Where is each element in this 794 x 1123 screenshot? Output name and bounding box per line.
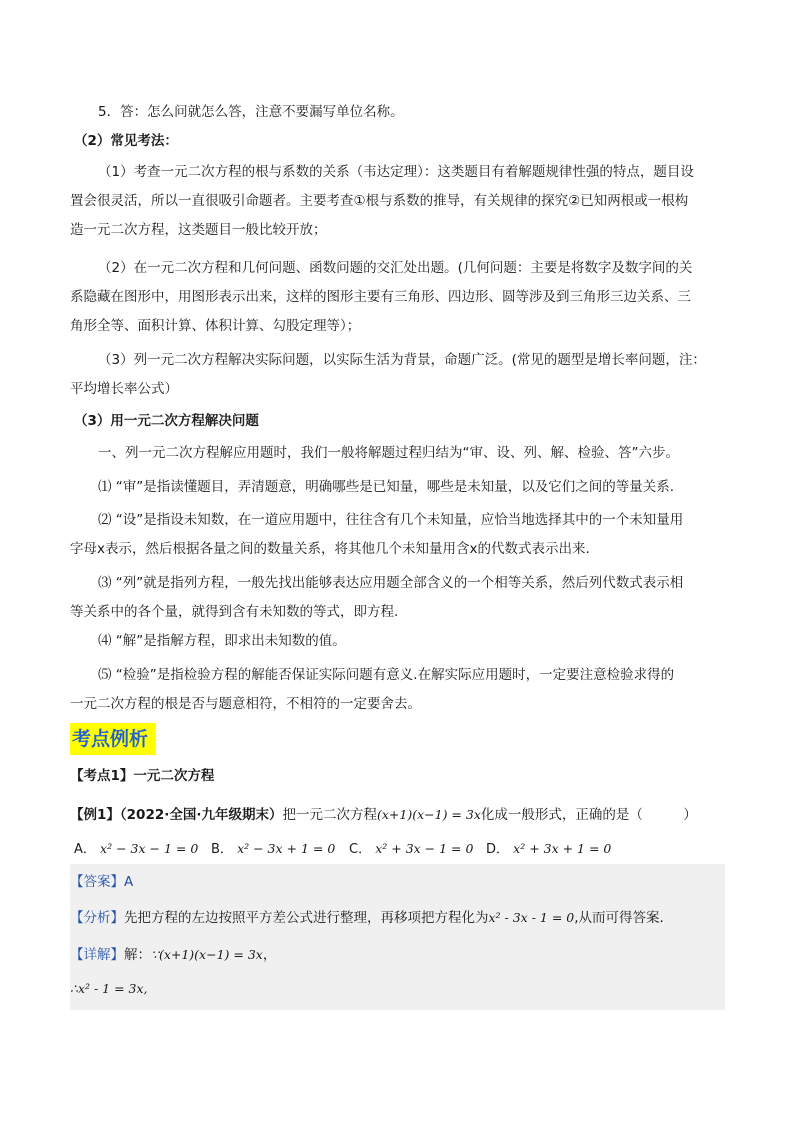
answer-tag: 【答案】	[70, 874, 124, 890]
answer-line	[70, 868, 725, 897]
step-2-line-1: ⑵ “设”是指设未知数，在一道应用题中，往往含有几个未知量，应恰当地选择其中的一个未知量用	[98, 512, 684, 528]
detail-comma: ，	[262, 947, 277, 963]
step-3-line-2: 等关系中的各个量，就得到含有未知数的等式，即方程.	[70, 604, 399, 620]
common-methods-heading: （2）常见考法：	[74, 133, 178, 149]
detail-tag: 【详解】	[70, 947, 124, 963]
step-3-line-1: ⑶ “列”就是指列方程，一般先找出能够表达应用题全部含义的一个相等关系，然后列代数式表示相	[98, 575, 684, 591]
detail-line	[70, 940, 725, 970]
answer-value: A	[124, 874, 134, 890]
detail-expr-2: ∴x² - 1 = 3x,	[70, 981, 148, 996]
method-2-line-3: 角形全等、面积计算、体积计算、勾股定理等）；	[70, 318, 361, 334]
analysis-expr: x² - 3x - 1 = 0	[488, 910, 575, 925]
example-tag: 【例1】	[70, 807, 120, 823]
example-source: （2022·全国·九年级期末）	[119, 807, 283, 823]
six-steps-line: 一、列一元二次方程解应用题时，我们一般将解题过程归结为“审、设、列、解、检验、答”六步。	[98, 445, 679, 461]
example-question	[70, 800, 725, 830]
option-a: A． x² − 3x − 1 = 0	[74, 841, 199, 857]
detail-expr-1: ∵(x+1)(x−1) = 3x	[151, 947, 263, 962]
solve-problems-heading: （3）用一元二次方程解决问题	[74, 413, 259, 429]
example-equation: (x+1)(x−1) = 3x	[377, 807, 481, 822]
method-1-line-1: （1）考查一元二次方程的根与系数的关系（韦达定理）：这类题目有着解题规律性强的特点，题目设	[98, 164, 694, 180]
option-b: B． x² − 3x + 1 = 0	[211, 841, 336, 857]
option-d: D． x² + 3x + 1 = 0	[486, 841, 612, 857]
step-5-line-2: 一元二次方程的根是否与题意相符，不相符的一定要舍去。	[70, 696, 421, 712]
kaodian-label: 【考点1】一元二次方程	[70, 768, 215, 784]
example-text: 把一元二次方程	[282, 807, 377, 823]
method-3-line-1: （3）列一元二次方程解决实际问题，以实际生活为背景，命题广泛。(常见的题型是增长率问题，注：	[98, 352, 706, 368]
detail-line-2	[70, 974, 725, 1004]
section-heading: 考点例析	[70, 723, 156, 755]
step-2-line-2: 字母x表示，然后根据各量之间的数量关系，将其他几个未知量用含x的代数式表示出来.	[70, 541, 590, 557]
step-5-line-1: ⑸ “检验”是指检验方程的解能否保证实际问题有意义.在解实际应用题时，一定要注意检验求得的	[98, 667, 675, 683]
method-3-line-2: 平均增长率公式）	[70, 381, 178, 397]
option-c: C． x² + 3x − 1 = 0	[349, 841, 474, 857]
step-1-line: ⑴ “审”是指读懂题目，弄清题意，明确哪些是已知量，哪些是未知量，以及它们之间的等量关系.	[98, 479, 675, 495]
analysis-text-after: ,从而可得答案.	[574, 910, 664, 926]
method-2-line-1: （2）在一元二次方程和几何问题、函数问题的交汇处出题。(几何问题：主要是将数字及数字间的关	[98, 260, 693, 276]
detail-text: 解：	[124, 947, 151, 963]
method-2-line-2: 系隐藏在图形中，用图形表示出来，这样的图形主要有三角形、四边形、圆等涉及到三角形三边关系、三	[70, 289, 691, 305]
example-text-after: 化成一般形式，正确的是（ ）	[480, 807, 697, 823]
analysis-tag: 【分析】	[70, 910, 124, 926]
step-4-line: ⑷ “解”是指解方程，即求出未知数的值。	[98, 633, 346, 649]
answer-rule-line: 5．答：怎么问就怎么答，注意不要漏写单位名称。	[98, 104, 404, 120]
analysis-text: 先把方程的左边按照平方差公式进行整理，再移项把方程化为	[124, 910, 489, 926]
analysis-line	[70, 903, 725, 933]
method-1-line-2: 置会很灵活，所以一直很吸引命题者。主要考查①根与系数的推导，有关规律的探究②已知两根或一根构	[70, 193, 689, 209]
method-1-line-3: 造一元二次方程，这类题目一般比较开放；	[70, 222, 327, 238]
